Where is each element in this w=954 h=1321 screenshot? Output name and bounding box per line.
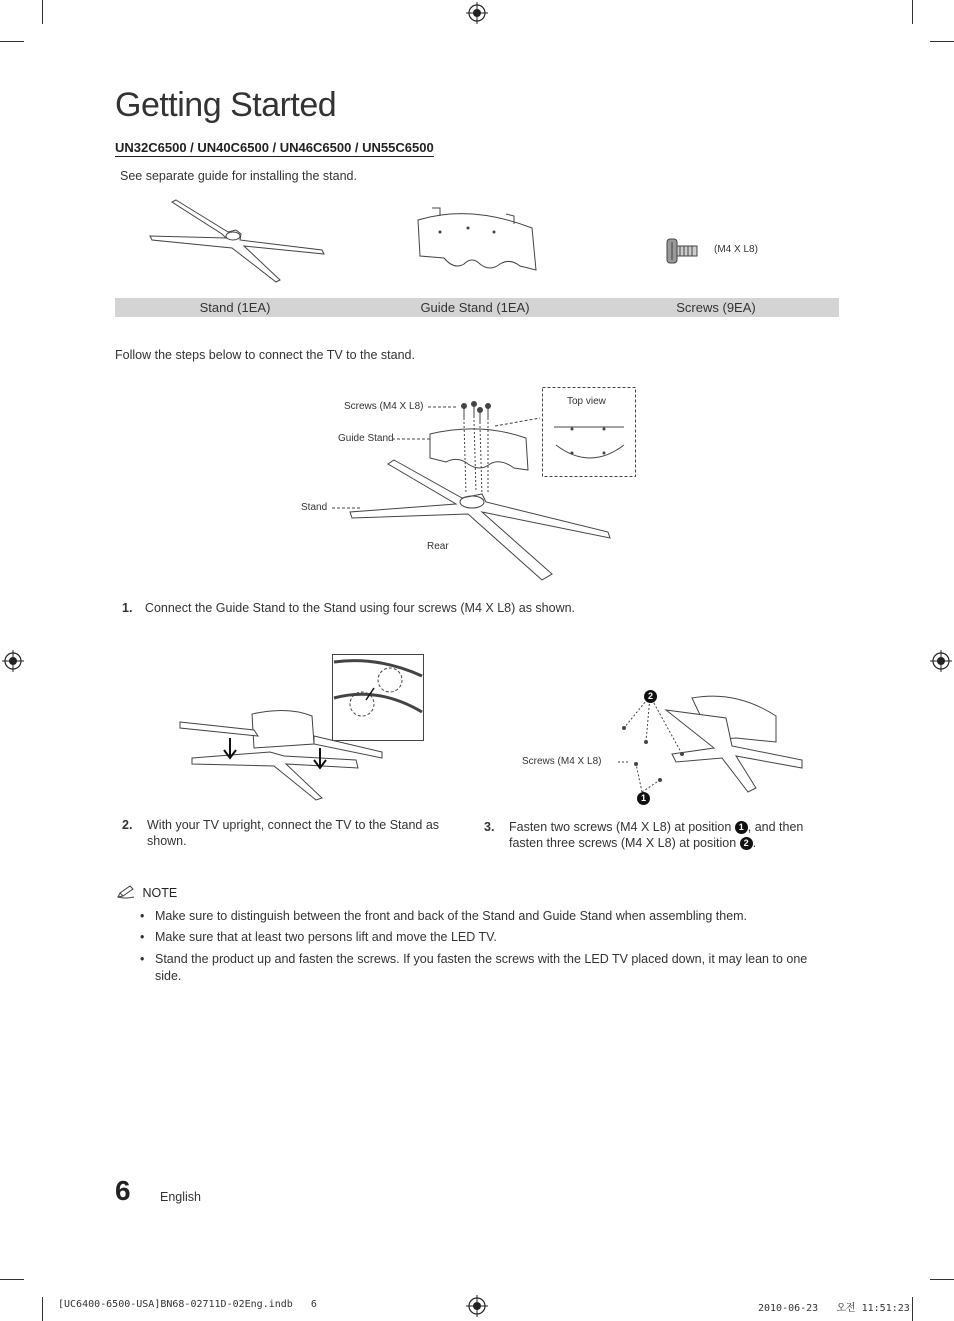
print-file-info: [UC6400-6500-USA]BN68-02711D-02Eng.indb 6 [58, 1299, 317, 1310]
stand-illustration [148, 198, 328, 286]
step-2-number: 2. [122, 818, 133, 832]
step-1 [122, 600, 822, 616]
crop-mark [930, 1279, 954, 1280]
crop-mark [912, 1297, 913, 1321]
fasten-screws-diagram [606, 676, 806, 802]
step-3-text-b: , and then fasten three screws (M4 X L8) at position [509, 820, 804, 850]
crop-mark [0, 1279, 24, 1280]
marker-2-number: 2 [644, 690, 657, 703]
note-bullet: • Make sure that at least two persons lift and move the LED TV. [140, 929, 820, 946]
footer-language: English [160, 1190, 201, 1204]
marker-2-badge [644, 687, 657, 705]
crop-mark [42, 0, 43, 24]
marker-1-number: 1 [637, 792, 650, 805]
registration-mark-icon [466, 2, 488, 24]
model-list: UN32C6500 / UN40C6500 / UN46C6500 / UN55C6500 [115, 140, 434, 155]
guide-stand-illustration [410, 206, 545, 276]
step-1-text: Connect the Guide Stand to the Stand using four screws (M4 X L8) as shown. [144, 601, 576, 615]
crop-mark [930, 41, 954, 42]
note-bullet-text: Make sure that at least two persons lift and move the LED TV. [155, 930, 497, 944]
note-bullet-text: Stand the product up and fasten the screws. If you fasten the screws with the LED TV placed down, it may lean to one side. [155, 952, 808, 983]
separate-guide-note: See separate guide for installing the stand. [120, 169, 357, 183]
step-2-text: With your TV upright, connect the TV to the Stand as shown. [147, 818, 440, 848]
position-1-marker: 1 [735, 821, 748, 834]
crop-mark [42, 1297, 43, 1321]
screw-icon [666, 238, 700, 264]
position-2-marker: 2 [740, 837, 753, 850]
tv-to-stand-diagram [178, 652, 428, 802]
diagram1-rear-label: Rear [427, 541, 449, 552]
note-header [116, 884, 177, 902]
registration-mark-icon [466, 1295, 488, 1317]
note-bullet: • Stand the product up and fasten the screws. If you fasten the screws with the LED TV placed down, it may lean to one side. [140, 951, 820, 985]
step-2 [122, 817, 462, 849]
screw-size-label: (M4 X L8) [714, 244, 758, 255]
part-label-guide-stand: Guide Stand (1EA) [420, 300, 530, 315]
pencil-icon [116, 885, 136, 899]
note-bullet-text: Make sure to distinguish between the front and back of the Stand and Guide Stand when assembling them. [155, 909, 748, 923]
registration-mark-icon [2, 650, 24, 672]
follow-steps-text: Follow the steps below to connect the TV to the stand. [115, 348, 415, 362]
step-3-text-a: Fasten two screws (M4 X L8) at position [509, 820, 735, 834]
page-number: 6 [115, 1175, 131, 1206]
marker-1-badge [637, 789, 650, 807]
top-view-label: Top view [567, 396, 606, 407]
part-label-stand: Stand (1EA) [199, 300, 271, 315]
crop-mark [912, 0, 913, 24]
diagram1-guide-stand-label: Guide Stand [338, 433, 394, 444]
diagram1-screws-label: Screws (M4 X L8) [344, 401, 424, 412]
diagram1-stand-label: Stand [301, 502, 328, 513]
step-3-text-c: . [752, 836, 757, 850]
note-bullet: • Make sure to distinguish between the front and back of the Stand and Guide Stand when assembling them. [140, 908, 820, 925]
part-label-screws: Screws (9EA) [676, 300, 756, 315]
page-title: Getting Started [115, 86, 337, 124]
note-label: NOTE [142, 886, 178, 900]
crop-mark [0, 41, 24, 42]
step-3 [484, 819, 824, 851]
diagram3-screws-label: Screws (M4 X L8) [522, 756, 602, 767]
print-timestamp: 2010-06-23 오전 11:51:23 [758, 1303, 910, 1314]
step-3-text [509, 819, 824, 851]
step-3-number: 3. [484, 820, 495, 834]
step-1-number: 1. [122, 601, 133, 615]
registration-mark-icon [930, 650, 952, 672]
